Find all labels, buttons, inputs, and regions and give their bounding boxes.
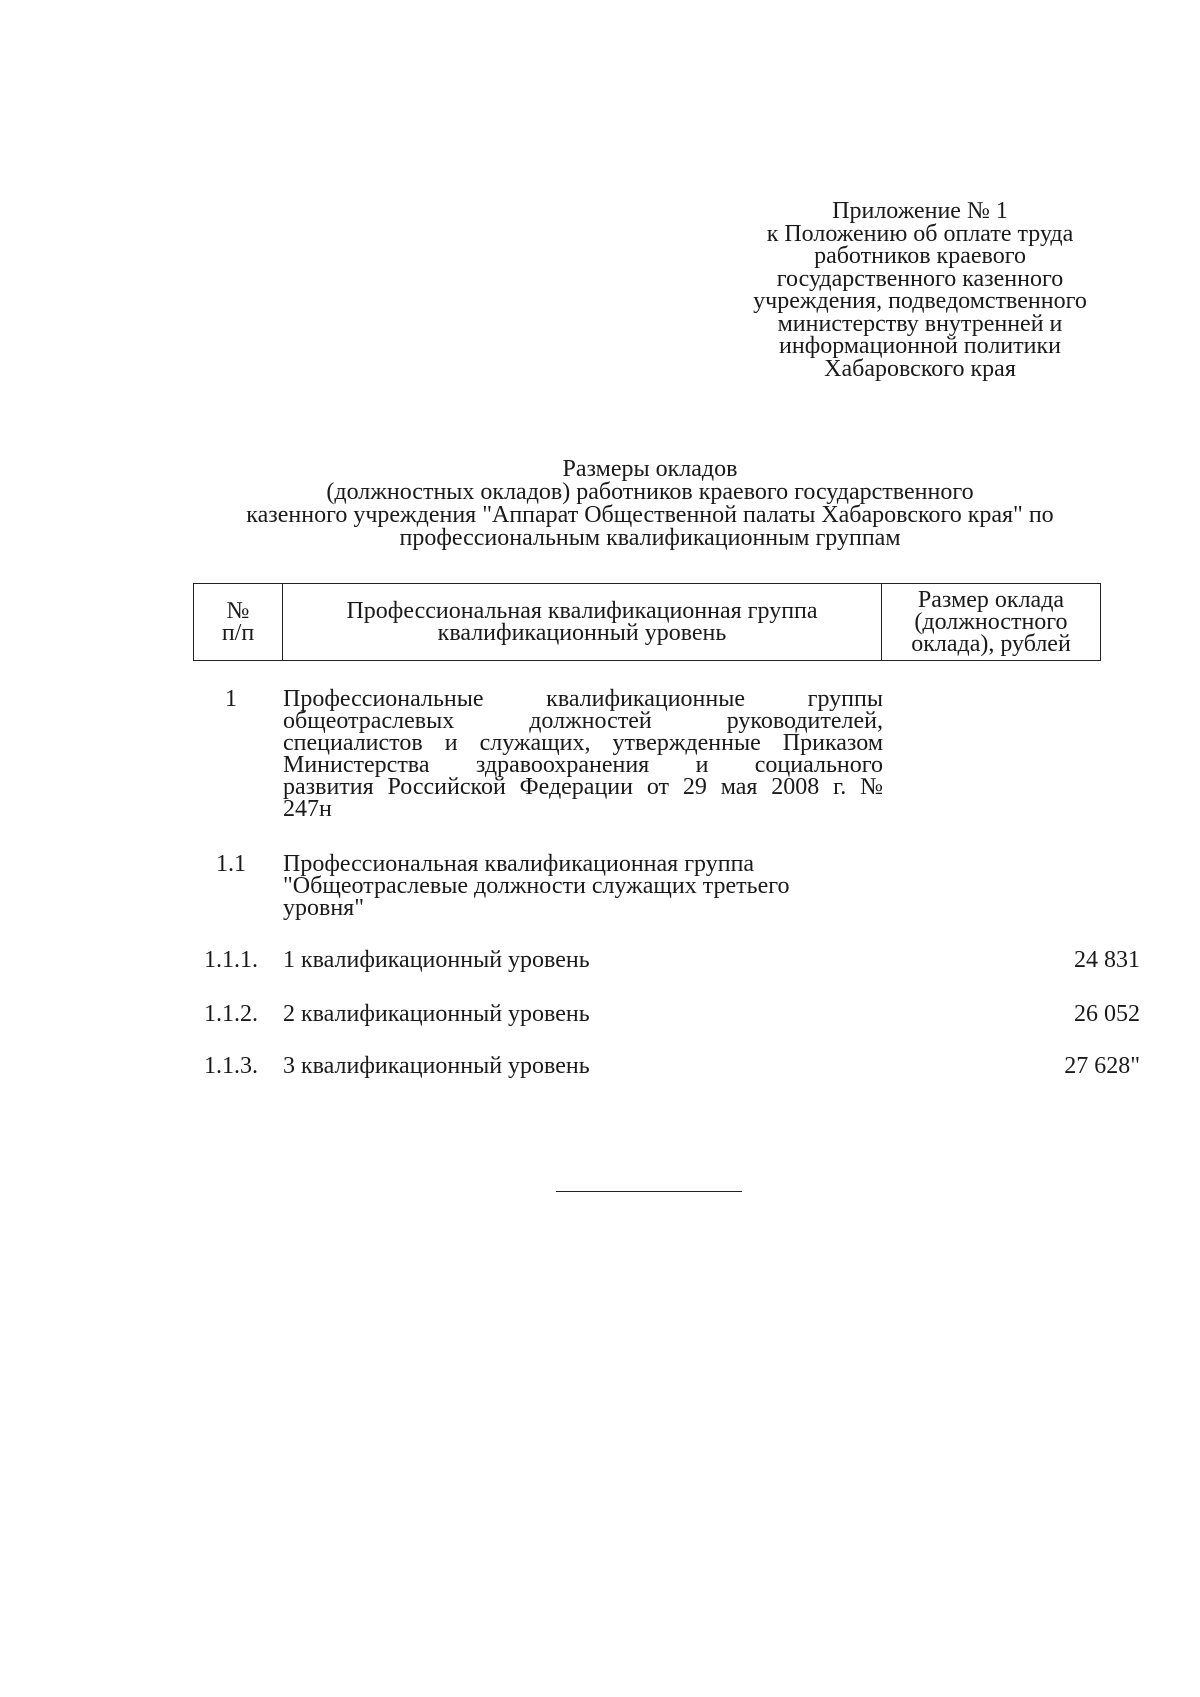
row-value: 27 628" [1064,1053,1140,1079]
row-text [283,853,883,919]
title-line: Размеры окладов [562,456,738,482]
row-text-line: Министерства здравоохранения и социального [283,752,883,778]
row-text-line: развития Российской Федерации от 29 мая 2008 г. № [283,774,883,800]
appendix-line: к Положению об оплате труда [766,220,1074,247]
row-text-line: 3 квалификационный уровень [283,1053,590,1079]
header-number-line: № [226,598,250,624]
header-number-cell [194,584,283,660]
row-text-line: специалистов и служащих, утвержденные Приказом [283,730,883,756]
title-line: (должностных окладов) работников краевого государственного [326,479,974,505]
row-text-line: Профессиональные квалификационные группы [283,686,883,712]
title-line: профессиональным квалификационным группам [399,525,901,551]
row-number: 1.1 [216,851,246,877]
row-text [283,1055,883,1077]
row-text [283,949,883,971]
appendix-line: учреждения, подведомственного [753,288,1087,314]
row-text [283,688,883,820]
header-number-line: п/п [221,620,255,646]
closing-rule [556,1191,742,1192]
row-number: 1.1.3. [204,1053,258,1079]
appendix-header [720,200,1120,380]
row-number: 1.1.2. [204,1001,258,1027]
header-group-line: Профессиональная квалификационная группа [346,598,818,624]
appendix-line: министерству внутренней и [777,310,1063,337]
table-header [193,583,1101,661]
row-text-line: общеотраслевых должностей руководителей, [283,708,883,734]
header-size-line: (должностного [914,609,1068,635]
header-size-line: Размер оклада [917,587,1065,613]
appendix-line: государственного казенного [776,265,1064,292]
title-line: казенного учреждения "Аппарат Общественной палаты Хабаровского края" по [246,502,1054,528]
header-group-cell [283,584,882,660]
row-value: 24 831 [1074,947,1140,973]
row-text-line: уровня" [283,895,365,921]
header-group-line: квалификационный уровень [437,620,727,646]
row-text-line: 2 квалификационный уровень [283,1001,590,1027]
row-text-line: Профессиональная квалификационная группа [283,851,755,877]
appendix-line: информационной политики [779,333,1061,359]
row-value: 26 052 [1074,1001,1140,1027]
row-number: 1 [225,686,237,712]
row-text [283,1003,883,1025]
row-text-line: 1 квалификационный уровень [283,947,590,973]
header-size-line: оклада), рублей [911,631,1071,657]
document-title [160,458,1140,550]
appendix-line: работников краевого [814,243,1026,269]
appendix-line: Хабаровского края [824,355,1016,382]
appendix-line: Приложение № 1 [832,198,1008,224]
row-number: 1.1.1. [204,947,258,973]
header-size-cell [882,584,1100,660]
row-text-line: "Общеотраслевые должности служащих третьего [283,873,790,899]
row-text-line: 247н [283,796,332,822]
